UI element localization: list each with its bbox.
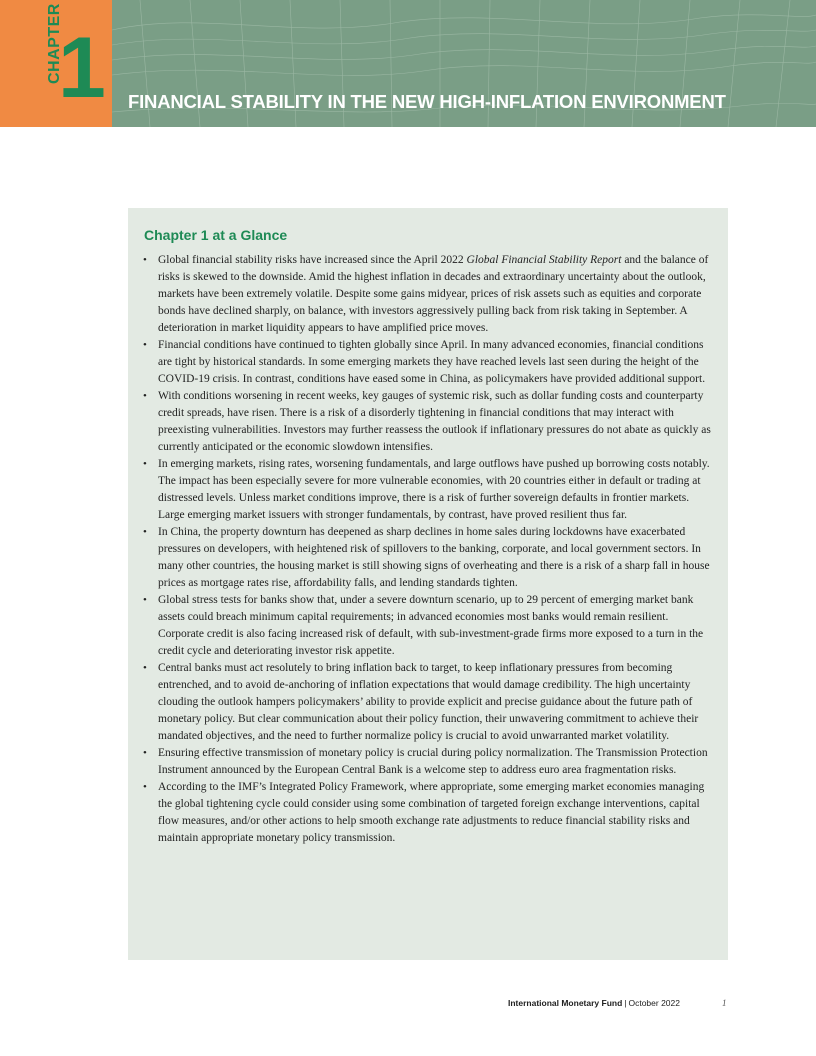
chapter-header-banner — [0, 0, 816, 127]
chapter-tab — [0, 0, 112, 127]
bullet-italic-text: Global Financial Stability Report — [466, 254, 622, 266]
bullet-dot-icon: • — [143, 458, 147, 470]
bullet-dot-icon: • — [143, 781, 147, 793]
bullet-dot-icon: • — [143, 390, 147, 402]
bullet-text-continued: and the balance of risks is skewed to the downside. Amid the highest inflation in decades and extraordinary uncertainty about the outlook, markets have been extremely volatile. Despite some gains midyear, prices of risk assets such as equities and corporate bonds have declined sharply, on balance, with investors aggressively pulling back from risk taking in September. A deterioration in market liquidity appears to have amplified price moves. — [158, 254, 709, 334]
bullet-item — [142, 252, 716, 337]
bullet-text: In China, the property downturn has deepened as sharp declines in home sales during lockdowns have exacerbated pressures on developers, with heightened risk of spillovers to the banking, corporate, and local government sectors. In many other countries, the housing market is still showing signs of overheating and there is a risk of a sharp fall in house prices as mortgage rates rise, affordability falls, and lending standards tighten. — [158, 526, 710, 589]
bullet-item — [142, 388, 716, 456]
bullet-text: In emerging markets, rising rates, worsening fundamentals, and large outflows have pushed up borrowing costs notably. The impact has been especially severe for more vulnerable economies, with 20 countries either in default or trading at distressed levels. Unless market conditions improve, there is a risk of further sovereign defaults in frontier markets. Large emerging market issuers with stronger fundamentals, by contrast, have proved resilient thus far. — [158, 458, 710, 521]
bullet-dot-icon: • — [143, 254, 147, 266]
bullet-item — [142, 745, 716, 779]
glance-bullet-list — [142, 252, 716, 847]
bullet-dot-icon: • — [143, 662, 147, 674]
bullet-text: Global stress tests for banks show that, under a severe downturn scenario, up to 29 percent of emerging market bank assets could breach minimum capital requirements; in advanced economies most banks would remain resilient. Corporate credit is also facing increased risk of default, with sub-investment-grade firms more exposed to a turn in the credit cycle and deteriorating investor risk appetite. — [158, 594, 704, 657]
bullet-dot-icon: • — [143, 526, 147, 538]
bullet-item — [142, 524, 716, 592]
bullet-item — [142, 592, 716, 660]
bullet-item — [142, 456, 716, 524]
page-number: 1 — [722, 998, 727, 1008]
bullet-text: Global financial stability risks have increased since the April 2022 — [158, 254, 467, 266]
chapter-title: FINANCIAL STABILITY IN THE NEW HIGH-INFLATION ENVIRONMENT — [128, 91, 726, 112]
bullet-item — [142, 337, 716, 388]
bullet-dot-icon: • — [143, 594, 147, 606]
bullet-dot-icon: • — [143, 747, 147, 759]
chapter-number: 1 — [58, 20, 106, 116]
chapter-label: CHAPTER — [46, 3, 63, 84]
chapter-at-a-glance-box — [128, 208, 728, 960]
bullet-item — [142, 660, 716, 745]
bullet-text: According to the IMF’s Integrated Policy Framework, where appropriate, some emerging market economies managing the global tightening cycle could consider using some combination of targeted foreign exchange interventions, capital flow measures, and/or other actions to help smooth exchange rate adjustments to reduce financial stability risks and maintain appropriate monetary policy transmission. — [158, 781, 705, 844]
footer-date: October 2022 — [628, 998, 680, 1008]
bullet-text: With conditions worsening in recent weeks, key gauges of systemic risk, such as dollar funding costs and counterparty credit spreads, have risen. There is a risk of a disorderly tightening in financial conditions that may interact with preexisting vulnerabilities. Investors may further reassess the outlook if inflationary pressures do not abate as quickly as currently anticipated or the economic slowdown intensifies. — [158, 390, 711, 453]
bullet-text: Ensuring effective transmission of monetary policy is crucial during policy normalization. The Transmission Protection Instrument announced by the European Central Bank is a welcome step to address euro area fragmentation risks. — [158, 747, 708, 776]
bullet-text: Financial conditions have continued to tighten globally since April. In many advanced economies, financial conditions are tight by historical standards. In some emerging markets they have reached levels last seen during the height of the COVID-19 crisis. In contrast, conditions have eased some in China, as policymakers have provided additional support. — [158, 339, 706, 385]
page-footer — [508, 998, 680, 1008]
bullet-item — [142, 779, 716, 847]
footer-organization: International Monetary Fund — [507, 998, 623, 1008]
bullet-text: Central banks must act resolutely to bring inflation back to target, to keep inflationary pressures from becoming entrenched, and to avoid de-anchoring of inflation expectations that would damage credibility. The high uncertainty clouding the outlook hampers policymakers’ ability to provide explicit and precise guidance about the future path of monetary policy. But clear communication about their policy function, their unwavering commitment to achieve their mandated objectives, and the need to further normalize policy is crucial to avoid unwarranted market volatility. — [158, 662, 699, 742]
glance-title: Chapter 1 at a Glance — [144, 227, 288, 243]
footer-separator: | — [624, 998, 627, 1008]
bullet-dot-icon: • — [143, 339, 147, 351]
